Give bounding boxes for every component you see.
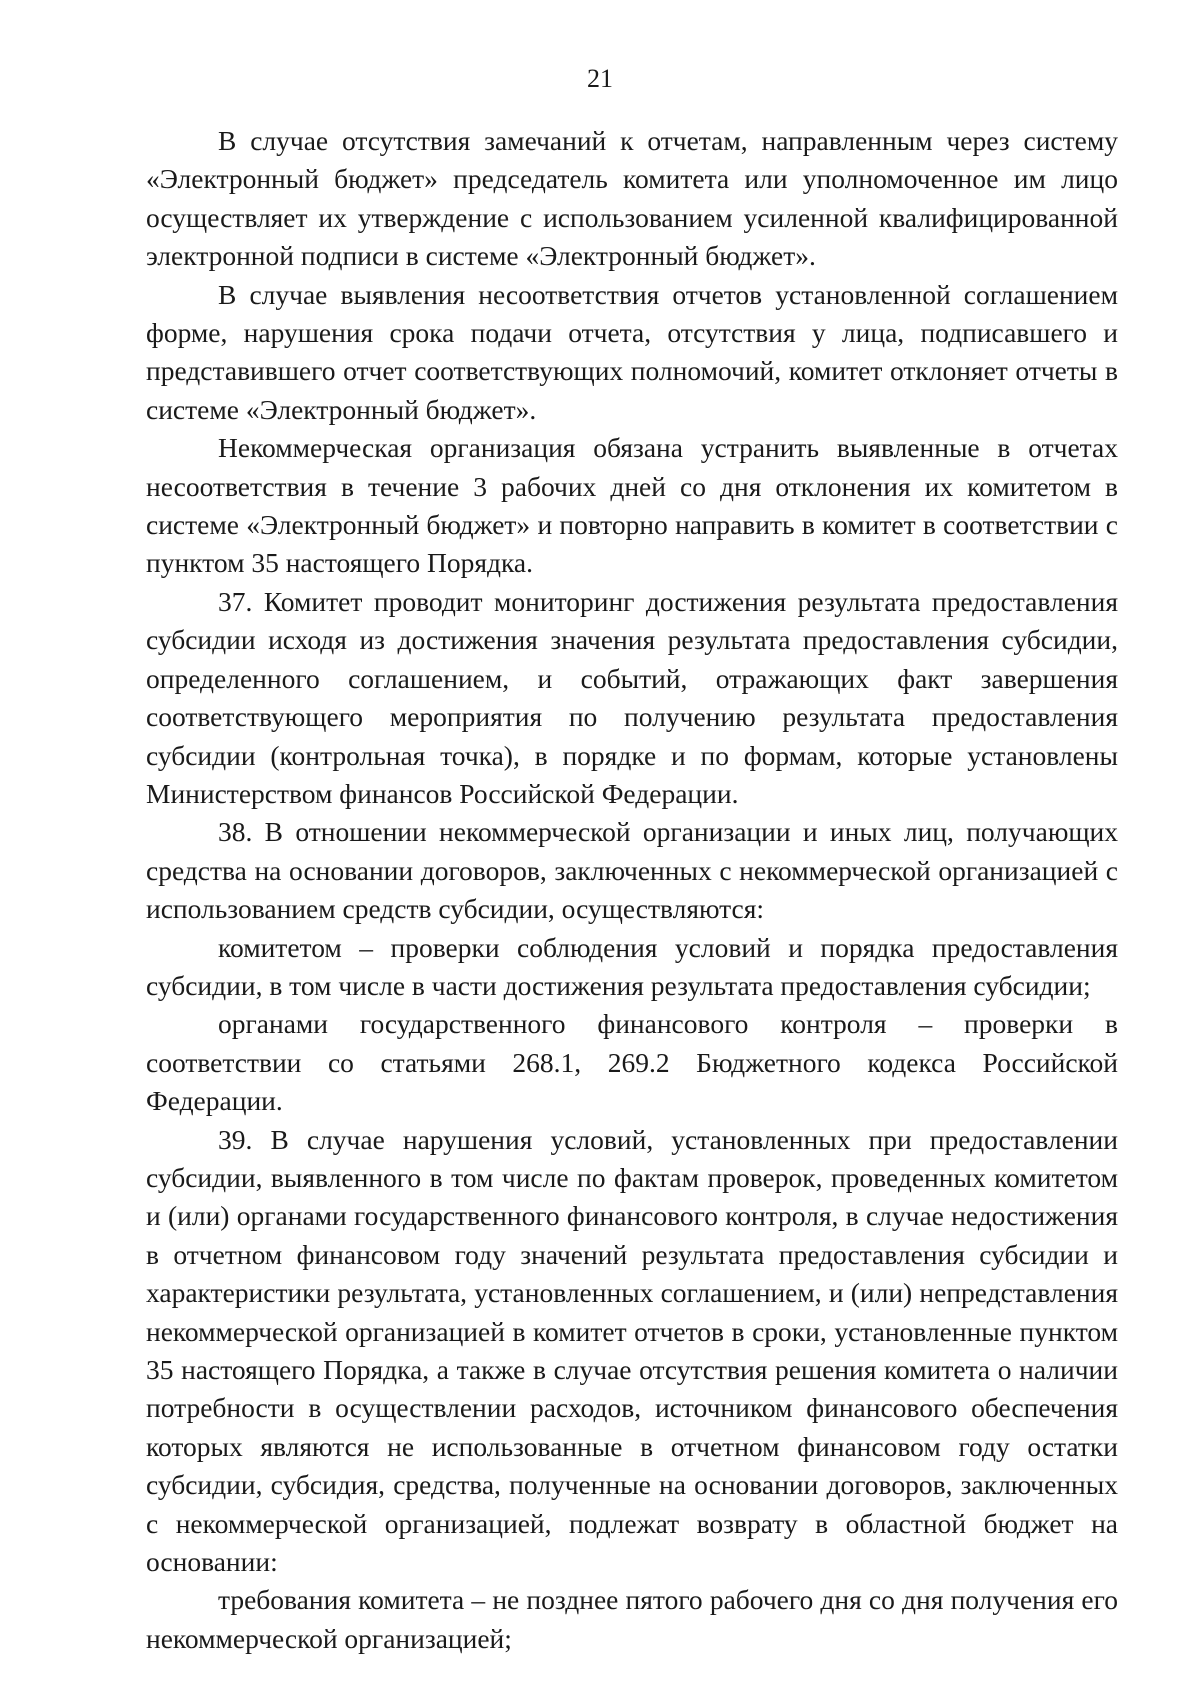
document-body xyxy=(146,122,1118,1658)
page-number: 21 xyxy=(587,64,613,93)
paragraph-clause-38: 38. В отношении некоммерческой организации и иных лиц, получающих средства на основании договоров, заключенных с некоммерческой организацией с использованием средств субсидии, осуществляются: xyxy=(146,816,1118,925)
paragraph-committee-checks: комитетом – проверки соблюдения условий и порядка предоставления субсидии, в том числе в части достижения результата предоставления субсидии; xyxy=(146,931,1118,1001)
paragraph-clause-37: 37. Комитет проводит мониторинг достижения результата предоставления субсидии исходя из достижения значения результата предоставления субсидии, определенного соглашением, и событий, отражающих факт завершения соответствующего мероприятия по получению результата предоставления субсидии (контрольная точка), в порядке и по формам, которые установлены Министерством финансов Российской Федерации. xyxy=(146,585,1118,809)
paragraph-correction: Некоммерческая организация обязана устранить выявленные в отчетах несоответствия в течение 3 рабочих дней со дня отклонения их комитетом в системе «Электронный бюджет» и повторно направить в комитет в соответствии с пунктом 35 настоящего Порядка. xyxy=(146,432,1118,579)
paragraph-approval: В случае отсутствия замечаний к отчетам, направленным через систему «Электронный бюджет» председатель комитета или уполномоченное им лицо осуществляет их утверждение с использованием усиленной квалифицированной электронной подписи в системе «Электронный бюджет». xyxy=(146,125,1118,272)
paragraph-rejection: В случае выявления несоответствия отчетов установленной соглашением форме, нарушения срока подачи отчета, отсутствия у лица, подписавшего и представившего отчет соответствующих полномочий, комитет отклоняет отчеты в системе «Электронный бюджет». xyxy=(146,278,1118,425)
paragraph-state-control-checks: органами государственного финансового контроля – проверки в соответствии со статьями 268.1, 269.2 Бюджетного кодекса Российской Федерации. xyxy=(146,1008,1118,1117)
paragraph-clause-39: 39. В случае нарушения условий, установленных при предоставлении субсидии, выявленного в том числе по фактам проверок, проведенных комитетом и (или) органами государственного финансового контроля, в случае недостижения в отчетном финансовом году значений результата предоставления субсидии и характеристики результата, установленных соглашением, и (или) непредставления некоммерческой организацией в комитет отчетов в сроки, установленные пунктом 35 настоящего Порядка, а также в случае отсутствия решения комитета о наличии потребности в осуществлении расходов, источником финансового обеспечения которых являются не использованные в отчетном финансовом году остатки субсидии, субсидия, средства, полученные на основании договоров, заключенных с некоммерческой организацией, подлежат возврату в областной бюджет на основании: xyxy=(146,1123,1118,1578)
paragraph-committee-requirement: требования комитета – не позднее пятого рабочего дня со дня получения его некоммерческой организацией; xyxy=(146,1584,1118,1654)
